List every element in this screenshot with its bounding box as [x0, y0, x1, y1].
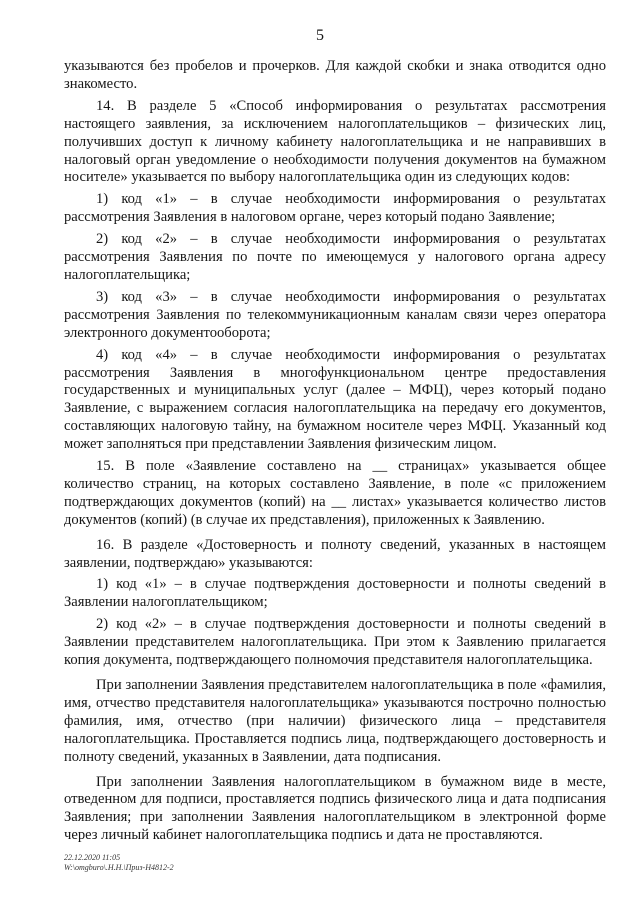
page-number: 5	[316, 27, 324, 44]
paragraph-confirm-code-1: 1) код «1» – в случае подтверждения достоверности и полноты сведений в Заявлении налогоплательщиком;	[64, 576, 606, 611]
paragraph-item-14: 14. В разделе 5 «Способ информирования о результатах рассмотрения настоящего заявления, за исключением налогоплательщиков – физических лиц, получивших доступ к личному кабинету налогоплательщика и не направивших в налоговый орган уведомление о необходимости получения документов на бумажном носителе» указывается по выбору налогоплательщика один из следующих кодов:	[64, 97, 606, 186]
paragraph-code-1: 1) код «1» – в случае необходимости информирования о результатах рассмотрения Заявления в налоговом органе, через который подано Заявление;	[64, 191, 606, 226]
document-body	[64, 58, 606, 845]
paragraph-confirm-code-2: 2) код «2» – в случае подтверждения достоверности и полноты сведений в Заявлении представителем налогоплательщика. При этом к Заявлению прилагается копия документа, подтверждающего полномочия представителя налогоплательщика.	[64, 616, 606, 669]
paragraph-representative: При заполнении Заявления представителем налогоплательщика в поле «фамилия, имя, отчество представителя налогоплательщика» указываются построчно полностью фамилия, имя, отчество (при наличии) физического лица – представителя налогоплательщика. Проставляется подпись лица, подтверждающего достоверность и полноту сведений, указанных в Заявлении, дата подписания.	[64, 677, 606, 765]
footer-date: 22.12.2020 11:05	[64, 853, 121, 862]
paragraph-code-2: 2) код «2» – в случае необходимости информирования о результатах рассмотрения Заявления по почте по имеющемуся у налогового органа адресу налогоплательщика;	[64, 231, 606, 283]
footer-stamp	[64, 853, 364, 873]
paragraph-continuation: указываются без пробелов и прочерков. Для каждой скобки и знака отводится одно знакоместо.	[64, 58, 606, 92]
paragraph-item-16: 16. В разделе «Достоверность и полноту сведений, указанных в настоящем заявлении, подтверждаю» указываются:	[64, 536, 606, 571]
paragraph-signature: При заполнении Заявления налогоплательщиком в бумажном виде в месте, отведенном для подписи, проставляется подпись физического лица и дата подписания Заявления; при заполнении Заявления налогоплательщиком в электронной форме через личный кабинет налогоплательщика подпись и дата не проставляются.	[64, 773, 606, 844]
paragraph-item-15: 15. В поле «Заявление составлено на __ страницах» указывается общее количество страниц, на которых составлено Заявление, в поле «с приложением подтверждающих документов (копий) на __ листах» указывается количество листов документов (копий) (в случае их представления), приложенных к Заявлению.	[64, 458, 606, 528]
paragraph-code-3: 3) код «3» – в случае необходимости информирования о результатах рассмотрения Заявления по телекоммуникационным каналам связи через оператора электронного документооборота;	[64, 288, 606, 341]
paragraph-code-4: 4) код «4» – в случае необходимости информирования о результатах рассмотрения Заявления в многофункциональном центре предоставления государственных и муниципальных услуг (далее – МФЦ), через который подано Заявление, с выражением согласия налогоплательщика на передачу его документов, составляющих налоговую тайну, на бумажном носителе через МФЦ. Указанный код может заполняться при представлении Заявления физическим лицом.	[64, 346, 606, 453]
footer-path: W:\omgburo\.Н.Н.\Приз-Н4812-2	[64, 863, 174, 872]
